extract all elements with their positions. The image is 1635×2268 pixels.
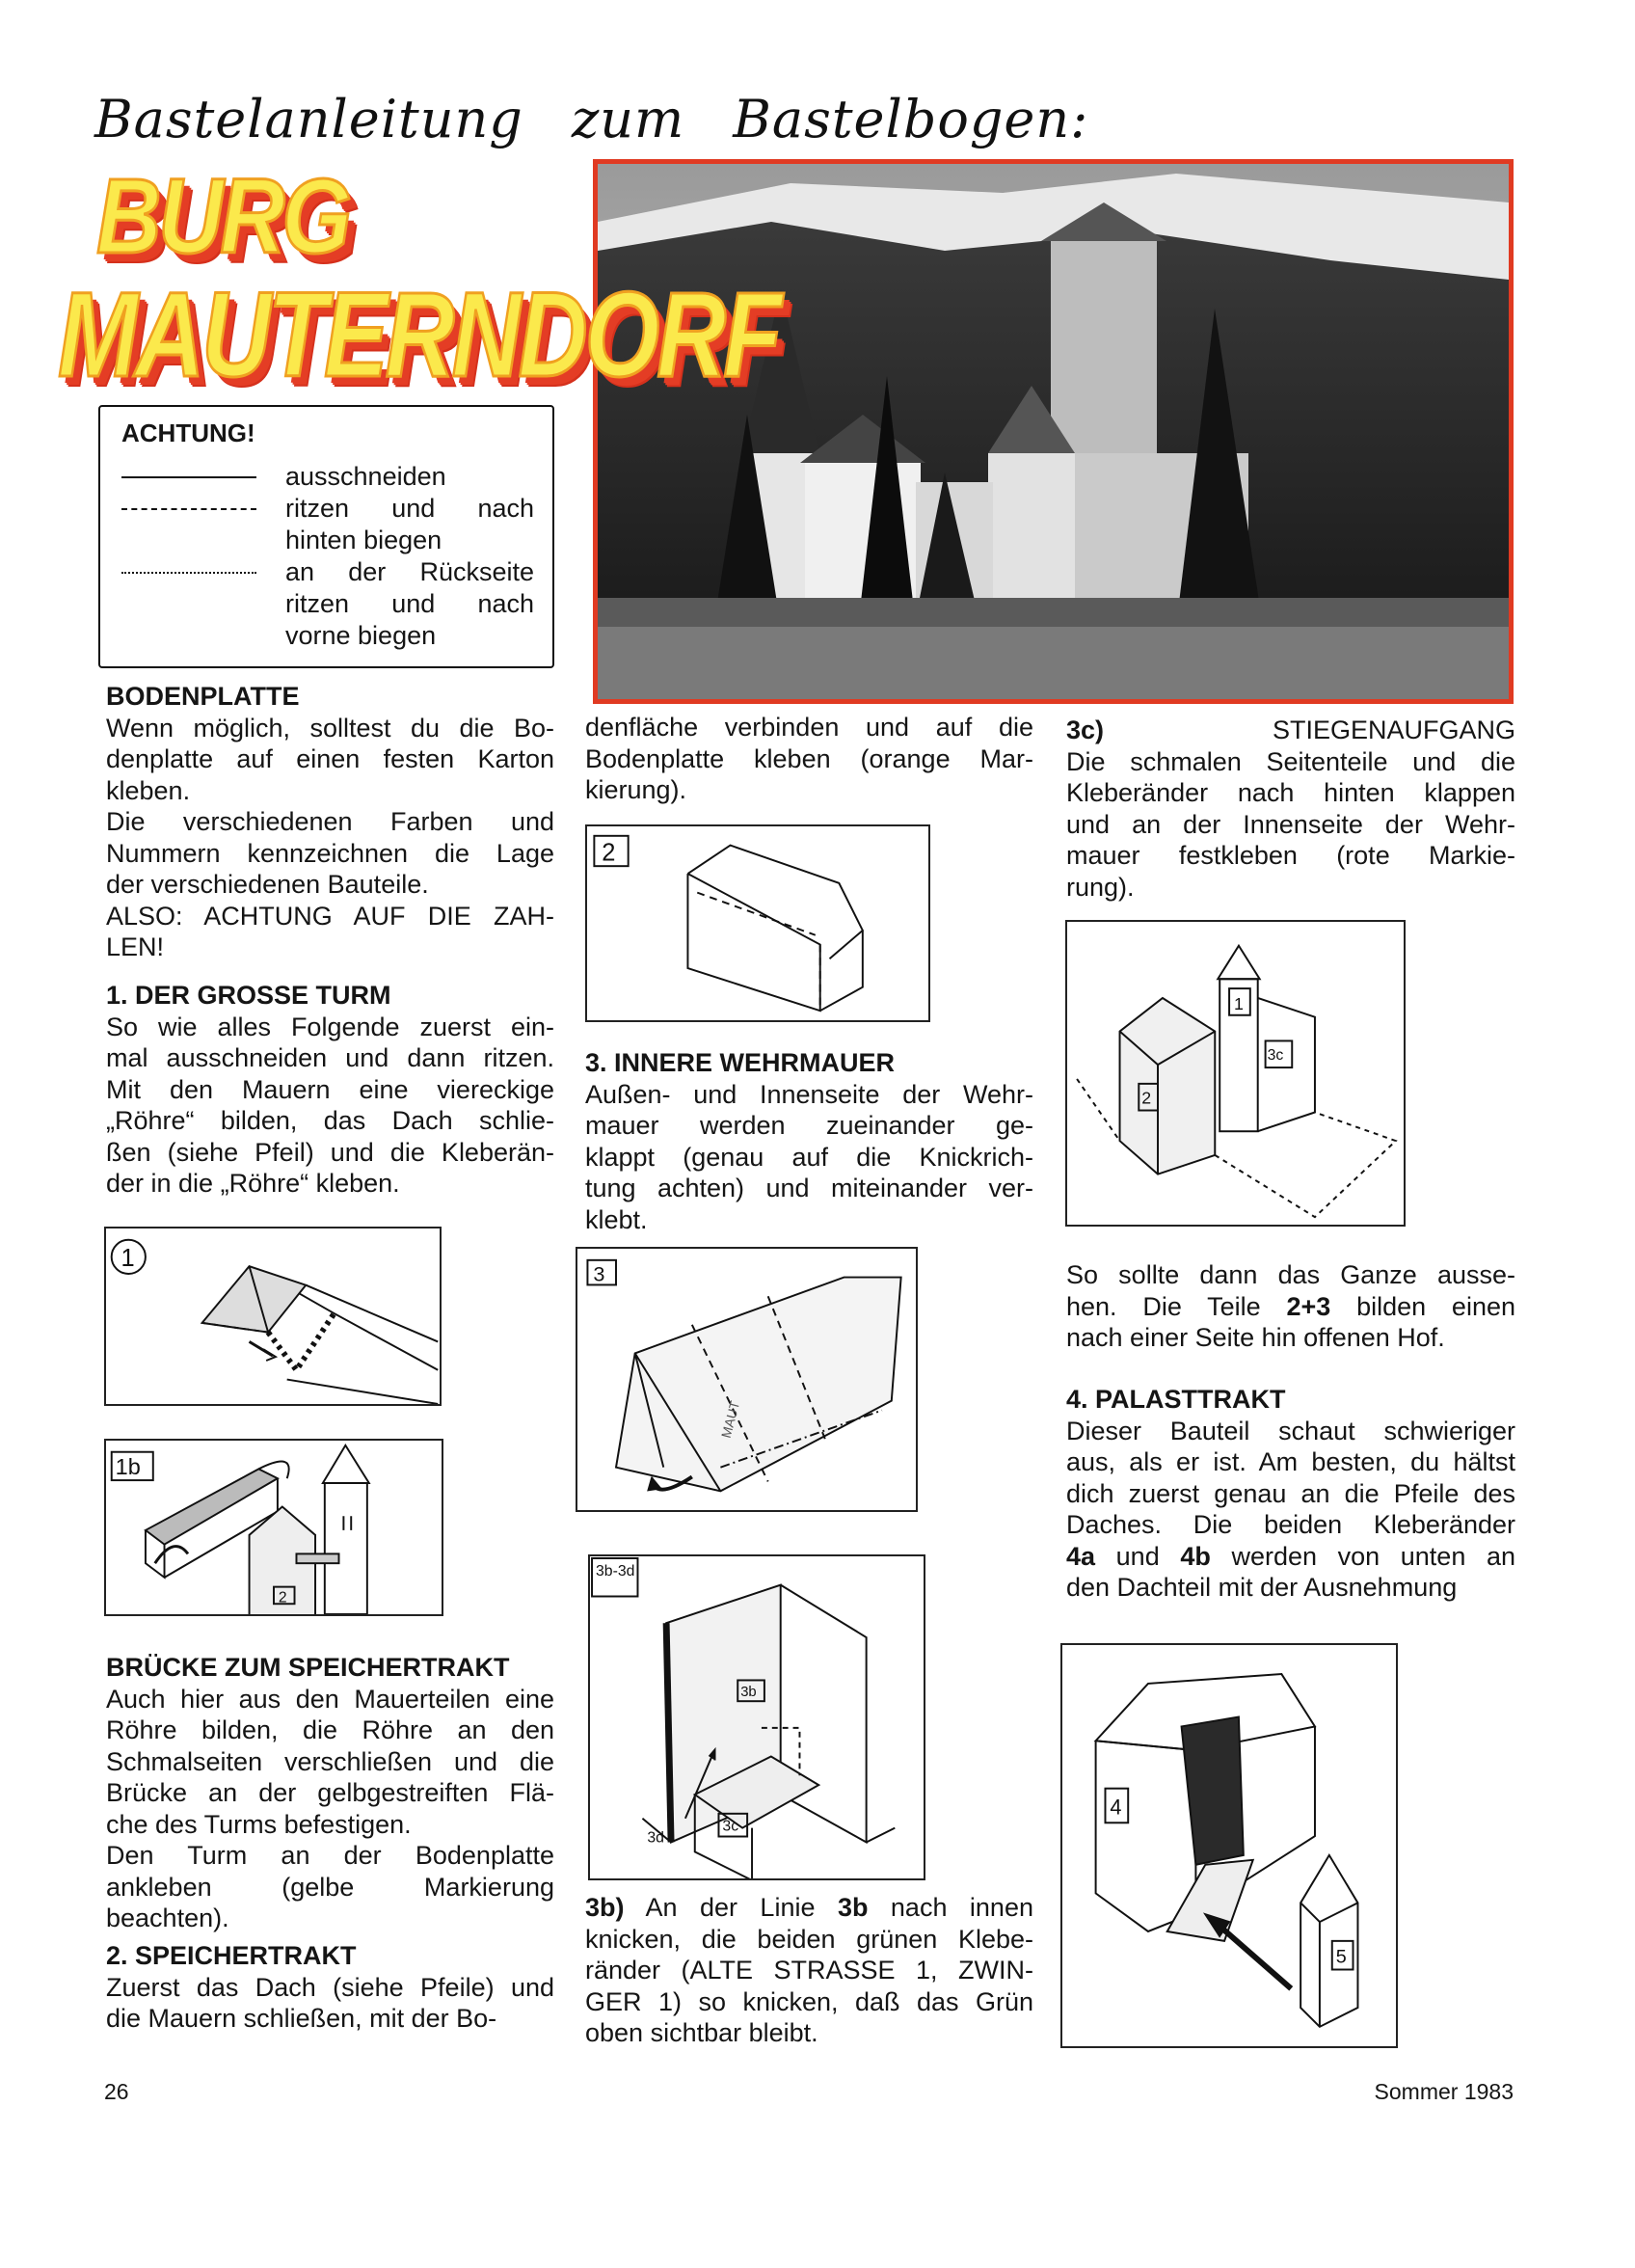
text-line: mal ausschneiden und dann ritzen. xyxy=(106,1043,554,1072)
paragraph xyxy=(106,1972,554,2035)
text-line: ritzen und nach xyxy=(285,494,534,523)
text-line: aus, als er ist. Am besten, du hältst xyxy=(1066,1447,1515,1476)
section-heading: 4. PALASTTRAKT xyxy=(1066,1385,1286,1414)
text-line: kierung). xyxy=(585,775,687,804)
text-line: Brücke an der gelbgestreiften Flä- xyxy=(106,1778,554,1807)
paragraph xyxy=(106,806,554,901)
figure-1 xyxy=(104,1227,442,1406)
text-line: klebt. xyxy=(585,1204,648,1234)
paragraph xyxy=(106,1684,554,1841)
figure-part-label: 2 xyxy=(278,1589,287,1606)
text-line: Die verschiedenen Farben und xyxy=(106,807,554,836)
section-body xyxy=(1066,715,1515,903)
figure-1b xyxy=(104,1439,443,1616)
paragraph xyxy=(106,901,554,963)
section-body xyxy=(1066,1259,1515,1354)
text-line: ßen (siehe Pfeil) und die Kleberän- xyxy=(106,1137,554,1167)
text-line: Röhre bilden, die Röhre an den xyxy=(106,1715,554,1744)
text-line: mauer festkleben (rote Markie- xyxy=(1066,841,1515,870)
section-grosser-turm xyxy=(106,980,554,1200)
section-heading: BODENPLATTE xyxy=(106,682,300,711)
figure-3b xyxy=(588,1554,925,1880)
dash-dot-line-icon xyxy=(121,572,256,574)
text-line: Daches. Die beiden Kleberänder xyxy=(1066,1510,1515,1539)
text-line: Kleberänder nach hinten klappen xyxy=(1066,778,1515,807)
text-line: Die schmalen Seitenteile und die xyxy=(1066,746,1515,776)
figure-4 xyxy=(1060,1643,1398,2048)
section-body xyxy=(106,1972,554,2035)
figure-label: 2 xyxy=(602,839,616,867)
section-body xyxy=(106,1684,554,1934)
text-line: dich zuerst genau an die Pfeile des xyxy=(1066,1478,1515,1508)
section-heading: 1. DER GROSSE TURM xyxy=(106,981,391,1010)
text-line: Mit den Mauern eine viereckige xyxy=(106,1074,554,1104)
text-line: Nummern kennzeichnen die Lage xyxy=(106,838,554,868)
legend-row-score-back xyxy=(121,493,536,554)
text-line: So wie alles Folgende zuerst ein- xyxy=(106,1012,554,1041)
text-line: ausschneiden xyxy=(285,462,446,491)
text-line: der verschiedenen Bauteile. xyxy=(106,870,429,899)
text-line: der in die „Röhre“ kleben. xyxy=(106,1169,400,1198)
paragraph xyxy=(106,1840,554,1934)
text-line: mauer werden zueinander ge- xyxy=(585,1111,1033,1140)
issue-label: Sommer 1983 xyxy=(1374,2079,1514,2104)
figure-part-label: 3d xyxy=(647,1829,664,1847)
figure-3 xyxy=(576,1247,918,1512)
figure-part-label: 5 xyxy=(1335,1946,1347,1968)
handwritten-title xyxy=(94,89,1137,149)
legend-label xyxy=(285,556,534,652)
logo-word-burg: BURG xyxy=(96,157,349,276)
title-word: zum xyxy=(571,89,685,149)
section-bodenplatte xyxy=(106,681,554,963)
dashed-line-icon xyxy=(121,508,256,510)
paragraph xyxy=(585,1892,1033,2049)
figure-part-label: 3c xyxy=(1267,1047,1284,1065)
section-body xyxy=(585,1079,1033,1236)
section-body xyxy=(585,712,1033,806)
paragraph xyxy=(1066,1259,1515,1354)
figure-part-label: 4 xyxy=(1110,1795,1122,1820)
text-line: hinten biegen xyxy=(285,526,442,554)
section-body xyxy=(106,713,554,963)
paragraph xyxy=(585,712,1033,806)
legend-label xyxy=(285,461,534,493)
text-line: Zuerst das Dach (siehe Pfeile) und xyxy=(106,1972,554,2002)
text-line: vorne biegen xyxy=(285,621,437,650)
text-line: denplatte auf einen festen Karton xyxy=(106,744,554,773)
section-3b xyxy=(585,1892,1033,2049)
section-speichertrakt xyxy=(106,1940,554,2035)
section-body xyxy=(1066,1416,1515,1604)
figure-part-label: 2 xyxy=(1141,1088,1152,1108)
figure-label: 1 xyxy=(121,1245,135,1273)
logo-word-mauterndorf: MAUTERNDORF xyxy=(58,268,780,402)
text-line: ALSO: ACHTUNG AUF DIE ZAH- xyxy=(106,901,554,931)
section-heading: 2. SPEICHERTRAKT xyxy=(106,1941,357,1970)
section-das-ganze xyxy=(1066,1259,1515,1354)
text-line: ankleben (gelbe Markierung xyxy=(106,1872,554,1902)
section-body xyxy=(585,1892,1033,2049)
paragraph xyxy=(1066,715,1515,903)
figure-3c-assembly xyxy=(1065,920,1406,1227)
text-line: 3b) An der Linie 3b nach innen xyxy=(585,1893,1033,1922)
title-word: Bastelanleitung xyxy=(94,89,523,149)
text-line: tung achten) und miteinander ver- xyxy=(585,1174,1033,1202)
title-word: Bastelbogen: xyxy=(733,89,1089,149)
section-bruecke xyxy=(106,1652,554,1934)
section-3c-stiegenaufgang xyxy=(1066,715,1515,903)
page-number: 26 xyxy=(104,2079,129,2104)
text-line: ränder (ALTE STRASSE 1, ZWIN- xyxy=(585,1956,1033,1984)
paragraph xyxy=(585,1079,1033,1236)
section-body xyxy=(106,1012,554,1200)
legend-title: ACHTUNG! xyxy=(121,418,255,447)
text-line: klappt (genau auf die Knickrich- xyxy=(585,1142,1033,1172)
text-line: che des Turms befestigen. xyxy=(106,1809,412,1839)
text-line: denfläche verbinden und auf die xyxy=(585,713,1033,742)
text-line: an der Rückseite xyxy=(285,557,534,586)
text-line: „Röhre“ bilden, das Dach schlie- xyxy=(106,1106,554,1135)
text-line: Dieser Bauteil schaut schwieriger xyxy=(1066,1416,1515,1445)
text-line: knicken, die beiden grünen Klebe- xyxy=(585,1924,1033,1954)
figure-label: 3 xyxy=(593,1261,605,1286)
text-line: ritzen und nach xyxy=(285,589,534,618)
text-line: LEN! xyxy=(106,932,165,961)
text-line: GER 1) so knicken, daß das Grün xyxy=(585,1986,1033,2016)
burg-mauterndorf-logo xyxy=(58,157,897,402)
legend-row-cut xyxy=(121,461,536,493)
section-heading: BRÜCKE ZUM SPEICHERTRAKT xyxy=(106,1653,510,1682)
legend-row-score-front xyxy=(121,556,536,650)
section-palasttrakt xyxy=(1066,1384,1515,1604)
text-line: den Dachteil mit der Ausnehmung xyxy=(1066,1573,1458,1602)
figure-label: 3b-3d xyxy=(596,1562,635,1580)
figure-part-label: 3b xyxy=(740,1685,757,1701)
figure-part-label: 3c xyxy=(722,1818,739,1835)
text-line: Schmalseiten verschließen und die xyxy=(106,1746,554,1776)
text-line: beachten). xyxy=(106,1904,229,1932)
section-speichertrakt-continued xyxy=(585,712,1033,806)
text-line: die Mauern schließen, mit der Bo- xyxy=(106,2004,497,2033)
text-line: Bodenplatte kleben (orange Mar- xyxy=(585,743,1033,773)
paragraph xyxy=(1066,1416,1515,1604)
legend-label xyxy=(285,493,534,556)
text-line: 4a und 4b werden von unten an xyxy=(1066,1541,1515,1571)
text-line: oben sichtbar bleibt. xyxy=(585,2018,818,2047)
section-heading: 3. INNERE WEHRMAUER xyxy=(585,1048,896,1077)
text-line: Den Turm an der Bodenplatte xyxy=(106,1841,554,1870)
figure-label: 1b xyxy=(115,1454,141,1480)
text-line: So sollte dann das Ganze ausse- xyxy=(1066,1260,1515,1289)
paragraph xyxy=(106,1012,554,1200)
solid-line-icon xyxy=(121,476,256,478)
figure-text: MAUT xyxy=(718,1399,743,1440)
text-line: und an der Innenseite der Wehr- xyxy=(1066,809,1515,839)
figure-2 xyxy=(585,824,930,1022)
section-innere-wehrmauer xyxy=(585,1047,1033,1235)
text-line: Außen- und Innenseite der Wehr- xyxy=(585,1079,1033,1109)
paragraph xyxy=(106,713,554,807)
text-line: hen. Die Teile 2+3 bilden einen xyxy=(1066,1291,1515,1321)
text-line: Auch hier aus den Mauerteilen eine xyxy=(106,1684,554,1714)
text-line: nach einer Seite hin offenen Hof. xyxy=(1066,1323,1445,1352)
achtung-legend-box xyxy=(98,405,554,668)
text-line: Wenn möglich, solltest du die Bo- xyxy=(106,713,554,742)
text-line: 3c) STIEGENAUFGANG xyxy=(1066,716,1515,744)
text-line: kleben. xyxy=(106,775,191,805)
figure-part-label: 1 xyxy=(1234,993,1244,1013)
text-line: rung). xyxy=(1066,872,1135,902)
